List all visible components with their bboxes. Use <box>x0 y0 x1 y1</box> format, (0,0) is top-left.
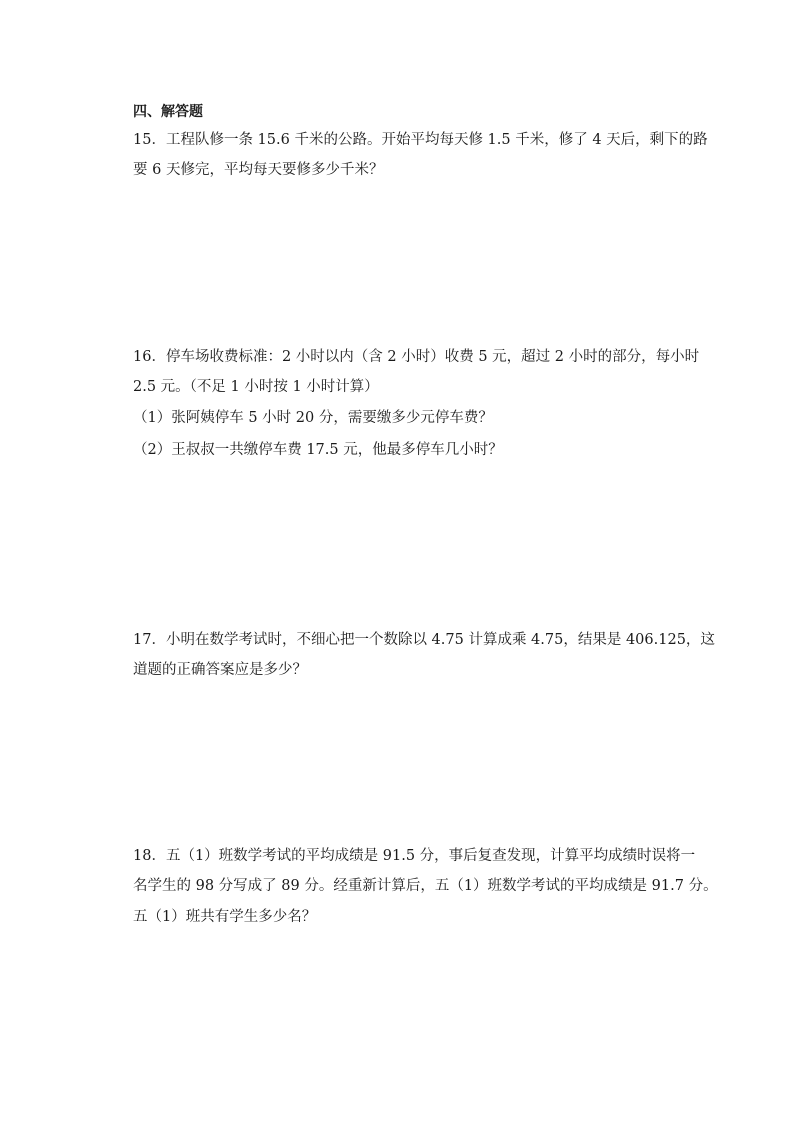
question-17-line-2: 道题的正确答案应是多少？ <box>133 662 307 678</box>
question-15-line-2: 要 6 天修完，平均每天要修多少千米？ <box>133 162 384 178</box>
question-16-sub-1: （1）张阿姨停车 5 小时 20 分，需要缴多少元停车费？ <box>133 410 493 426</box>
question-18-line-3: 五（1）班共有学生多少名？ <box>133 909 317 925</box>
question-16-sub-2: （2）王叔叔一共缴停车费 17.5 元，他最多停车几小时？ <box>133 442 503 458</box>
question-18-line-1: 18．五（1）班数学考试的平均成绩是 91.5 分，事后复查发现，计算平均成绩时误将一 <box>133 848 696 864</box>
question-16-line-2: 2.5 元。（不足 1 小时按 1 小时计算） <box>133 379 379 395</box>
question-18-line-2: 名学生的 98 分写成了 89 分。经重新计算后，五（1）班数学考试的平均成绩是 91.7 分。 <box>133 878 718 894</box>
question-16-line-1: 16．停车场收费标准：2 小时以内（含 2 小时）收费 5 元，超过 2 小时的部分，每小时 <box>133 349 700 365</box>
question-15-line-1: 15．工程队修一条 15.6 千米的公路。开始平均每天修 1.5 千米，修了 4 天后，剩下的路 <box>133 132 708 148</box>
section-title: 四、解答题 <box>133 104 203 120</box>
question-17-line-1: 17．小明在数学考试时，不细心把一个数除以 4.75 计算成乘 4.75，结果是 406.125，这 <box>133 632 715 648</box>
